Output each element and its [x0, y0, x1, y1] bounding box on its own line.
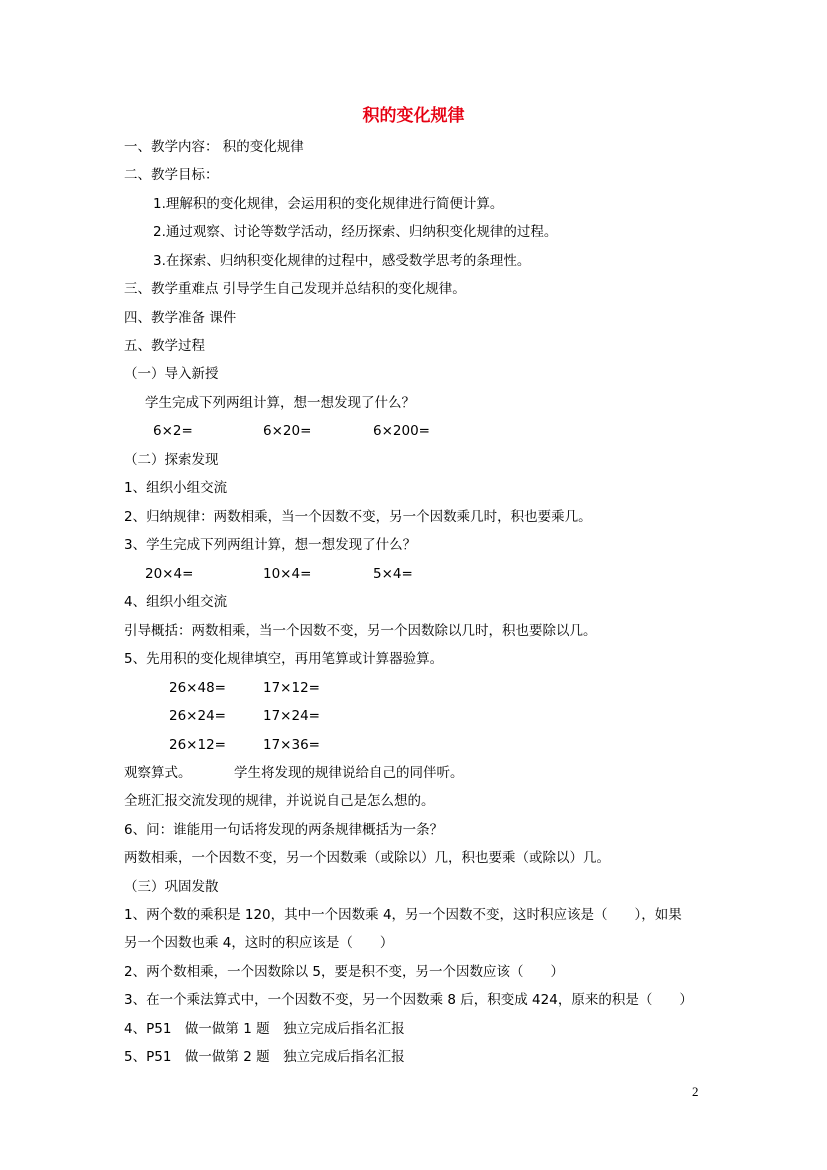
exercise-1: 1、两个数的乘积是 120，其中一个因数乘 4，另一个因数不变，这时积应该是（ ），如果 [124, 907, 682, 923]
intro-instruction: 学生完成下列两组计算，想一想发现了什么？ [145, 395, 415, 411]
calc-item: 17×12= [263, 680, 320, 696]
observe-expressions: 观察算式。 [124, 765, 192, 781]
exercise-4: 4、P51 做一做第 1 题 独立完成后指名汇报 [124, 1021, 405, 1037]
class-report: 全班汇报交流发现的规律，并说说自己是怎么想的。 [124, 793, 435, 809]
section-objectives: 二、教学目标： [124, 167, 219, 183]
general-rule: 两数相乘，一个因数不变，另一个因数乘（或除以）几，积也要乘（或除以）几。 [124, 850, 610, 866]
exercise-1-cont: 另一个因数也乘 4，这时的积应该是（ ） [124, 935, 394, 951]
subsection-intro: （一）导入新授 [124, 366, 219, 382]
section-process: 五、教学过程 [124, 338, 205, 354]
subsection-practice: （三）巩固发散 [124, 879, 219, 895]
guide-summary: 引导概括：两数相乘，当一个因数不变，另一个因数除以几时，积也要除以几。 [124, 623, 597, 639]
step-3: 3、学生完成下列两组计算，想一想发现了什么？ [124, 537, 417, 553]
calc-item: 20×4= [145, 566, 194, 582]
step-5: 5、先用积的变化规律填空，再用笔算或计算器验算。 [124, 651, 444, 667]
calc-item: 5×4= [373, 566, 413, 582]
calc-item: 6×2= [153, 423, 193, 439]
calc-item: 26×48= [169, 680, 226, 696]
calc-item: 6×20= [263, 423, 312, 439]
calc-item: 17×36= [263, 737, 320, 753]
exercise-5: 5、P51 做一做第 2 题 独立完成后指名汇报 [124, 1049, 405, 1065]
calc-item: 6×200= [373, 423, 430, 439]
page-number: 2 [692, 1084, 699, 1099]
share-with-partner: 学生将发现的规律说给自己的同伴听。 [234, 765, 464, 781]
page-title: 积的变化规律 [362, 106, 465, 126]
exercise-2: 2、两个数相乘，一个因数除以 5，要是积不变，另一个因数应该（ ） [124, 964, 564, 980]
objective-3: 3.在探索、归纳积变化规律的过程中，感受数学思考的条理性。 [153, 253, 531, 269]
exercise-3: 3、在一个乘法算式中，一个因数不变，另一个因数乘 8 后，积变成 424，原来的积是（ ） [124, 992, 693, 1008]
calc-item: 10×4= [263, 566, 312, 582]
section-key-points: 三、教学重难点 引导学生自己发现并总结积的变化规律。 [124, 281, 466, 297]
step-1: 1、组织小组交流 [124, 480, 228, 496]
step-4: 4、组织小组交流 [124, 594, 228, 610]
objective-1: 1.理解积的变化规律，会运用积的变化规律进行简便计算。 [153, 196, 504, 212]
section-content: 一、教学内容： 积的变化规律 [124, 139, 304, 155]
calc-item: 26×24= [169, 708, 226, 724]
subsection-explore: （二）探索发现 [124, 452, 219, 468]
calc-item: 17×24= [263, 708, 320, 724]
step-2: 2、归纳规律：两数相乘，当一个因数不变，另一个因数乘几时，积也要乘几。 [124, 509, 592, 525]
step-6: 6、问：谁能用一句话将发现的两条规律概括为一条？ [124, 822, 444, 838]
calc-item: 26×12= [169, 737, 226, 753]
objective-2: 2.通过观察、讨论等数学活动，经历探索、归纳积变化规律的过程。 [153, 224, 558, 240]
section-preparation: 四、教学准备 课件 [124, 310, 237, 326]
